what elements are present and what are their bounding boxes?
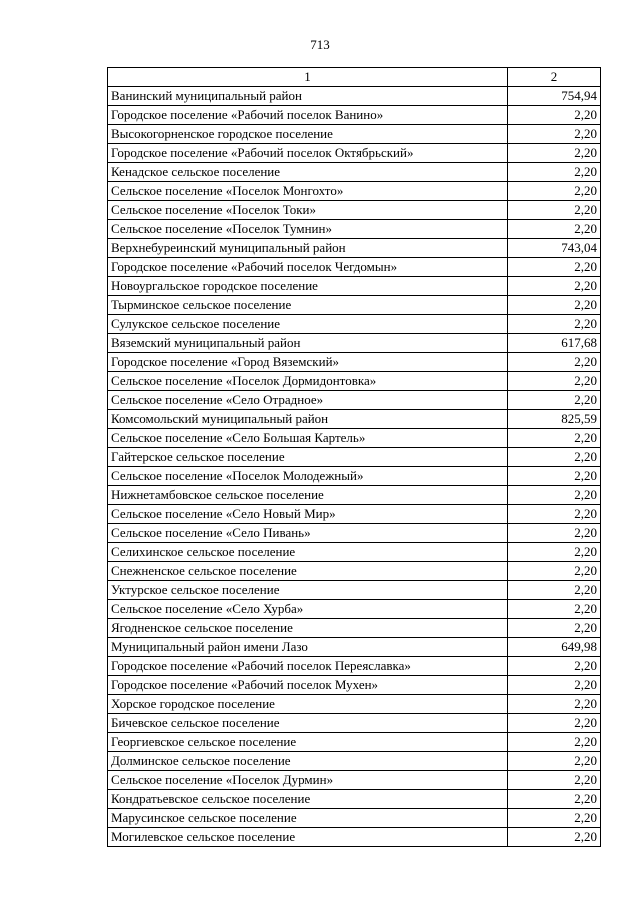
territory-name-cell: Сельское поселение «Село Большая Картель» bbox=[108, 429, 508, 448]
value-cell: 2,20 bbox=[508, 467, 601, 486]
territory-name-cell: Сельское поселение «Поселок Дурмин» bbox=[108, 771, 508, 790]
value-cell: 2,20 bbox=[508, 600, 601, 619]
table-row bbox=[108, 733, 601, 752]
territory-name-cell: Кенадское сельское поселение bbox=[108, 163, 508, 182]
table-row bbox=[108, 657, 601, 676]
table-row bbox=[108, 581, 601, 600]
table-row bbox=[108, 220, 601, 239]
table-row bbox=[108, 771, 601, 790]
value-cell: 2,20 bbox=[508, 809, 601, 828]
territory-name-cell: Хорское городское поселение bbox=[108, 695, 508, 714]
value-cell: 2,20 bbox=[508, 448, 601, 467]
table-row bbox=[108, 676, 601, 695]
value-cell: 2,20 bbox=[508, 315, 601, 334]
territory-name-cell: Ягодненское сельское поселение bbox=[108, 619, 508, 638]
territory-name-cell: Сельское поселение «Село Хурба» bbox=[108, 600, 508, 619]
table-row bbox=[108, 87, 601, 106]
territory-name-cell: Гайтерское сельское поселение bbox=[108, 448, 508, 467]
value-cell: 2,20 bbox=[508, 486, 601, 505]
table-row bbox=[108, 239, 601, 258]
territory-name-cell: Сельское поселение «Село Новый Мир» bbox=[108, 505, 508, 524]
territory-name-cell: Сельское поселение «Село Отрадное» bbox=[108, 391, 508, 410]
table-row bbox=[108, 258, 601, 277]
value-cell: 2,20 bbox=[508, 353, 601, 372]
territory-name-cell: Марусинское сельское поселение bbox=[108, 809, 508, 828]
value-cell: 2,20 bbox=[508, 220, 601, 239]
territory-name-cell: Высокогорненское городское поселение bbox=[108, 125, 508, 144]
value-cell: 2,20 bbox=[508, 201, 601, 220]
table-row bbox=[108, 562, 601, 581]
table-row bbox=[108, 410, 601, 429]
table-row bbox=[108, 619, 601, 638]
table-row bbox=[108, 524, 601, 543]
table-row bbox=[108, 505, 601, 524]
territory-name-cell: Сельское поселение «Поселок Монгохто» bbox=[108, 182, 508, 201]
value-cell: 2,20 bbox=[508, 695, 601, 714]
territory-name-cell: Могилевское сельское поселение bbox=[108, 828, 508, 847]
value-cell: 2,20 bbox=[508, 543, 601, 562]
value-cell: 2,20 bbox=[508, 258, 601, 277]
territory-name-cell: Городское поселение «Рабочий поселок Октябрьский» bbox=[108, 144, 508, 163]
value-cell: 2,20 bbox=[508, 163, 601, 182]
territory-name-cell: Сельское поселение «Поселок Молодежный» bbox=[108, 467, 508, 486]
value-cell: 2,20 bbox=[508, 676, 601, 695]
value-cell: 2,20 bbox=[508, 391, 601, 410]
value-cell: 2,20 bbox=[508, 524, 601, 543]
value-cell: 743,04 bbox=[508, 239, 601, 258]
value-cell: 2,20 bbox=[508, 372, 601, 391]
table-row bbox=[108, 429, 601, 448]
table-row bbox=[108, 638, 601, 657]
value-cell: 2,20 bbox=[508, 828, 601, 847]
table-row bbox=[108, 809, 601, 828]
value-cell: 754,94 bbox=[508, 87, 601, 106]
column-header-2: 2 bbox=[508, 68, 601, 87]
table-row bbox=[108, 467, 601, 486]
table-row bbox=[108, 277, 601, 296]
table-row bbox=[108, 790, 601, 809]
table-row bbox=[108, 315, 601, 334]
territory-name-cell: Уктурское сельское поселение bbox=[108, 581, 508, 600]
table-row bbox=[108, 163, 601, 182]
table-row bbox=[108, 543, 601, 562]
value-cell: 825,59 bbox=[508, 410, 601, 429]
territory-name-cell: Бичевское сельское поселение bbox=[108, 714, 508, 733]
territory-name-cell: Городское поселение «Рабочий поселок Мухен» bbox=[108, 676, 508, 695]
territory-name-cell: Снежненское сельское поселение bbox=[108, 562, 508, 581]
value-cell: 2,20 bbox=[508, 619, 601, 638]
value-cell: 2,20 bbox=[508, 277, 601, 296]
column-header-1: 1 bbox=[108, 68, 508, 87]
table-row bbox=[108, 695, 601, 714]
table-row bbox=[108, 144, 601, 163]
territory-name-cell: Сельское поселение «Поселок Токи» bbox=[108, 201, 508, 220]
table-row bbox=[108, 391, 601, 410]
table-row bbox=[108, 201, 601, 220]
territory-name-cell: Селихинское сельское поселение bbox=[108, 543, 508, 562]
table-row bbox=[108, 372, 601, 391]
territory-name-cell: Нижнетамбовское сельское поселение bbox=[108, 486, 508, 505]
table-row bbox=[108, 334, 601, 353]
territory-name-cell: Городское поселение «Город Вяземский» bbox=[108, 353, 508, 372]
allocation-table bbox=[107, 67, 601, 847]
territory-name-cell: Вяземский муниципальный район bbox=[108, 334, 508, 353]
territory-name-cell: Городское поселение «Рабочий поселок Переяславка» bbox=[108, 657, 508, 676]
table-row bbox=[108, 714, 601, 733]
territory-name-cell: Ванинский муниципальный район bbox=[108, 87, 508, 106]
value-cell: 2,20 bbox=[508, 429, 601, 448]
value-cell: 2,20 bbox=[508, 771, 601, 790]
territory-name-cell: Долминское сельское поселение bbox=[108, 752, 508, 771]
table-row bbox=[108, 752, 601, 771]
territory-name-cell: Кондратьевское сельское поселение bbox=[108, 790, 508, 809]
territory-name-cell: Новоургальское городское поселение bbox=[108, 277, 508, 296]
value-cell: 2,20 bbox=[508, 106, 601, 125]
table-row bbox=[108, 296, 601, 315]
value-cell: 2,20 bbox=[508, 562, 601, 581]
territory-name-cell: Верхнебуреинский муниципальный район bbox=[108, 239, 508, 258]
territory-name-cell: Комсомольский муниципальный район bbox=[108, 410, 508, 429]
value-cell: 2,20 bbox=[508, 790, 601, 809]
value-cell: 617,68 bbox=[508, 334, 601, 353]
page-number: 713 bbox=[310, 37, 330, 52]
table-row bbox=[108, 448, 601, 467]
value-cell: 649,98 bbox=[508, 638, 601, 657]
territory-name-cell: Городское поселение «Рабочий поселок Ванино» bbox=[108, 106, 508, 125]
value-cell: 2,20 bbox=[508, 144, 601, 163]
value-cell: 2,20 bbox=[508, 581, 601, 600]
value-cell: 2,20 bbox=[508, 296, 601, 315]
value-cell: 2,20 bbox=[508, 714, 601, 733]
table-row bbox=[108, 486, 601, 505]
value-cell: 2,20 bbox=[508, 733, 601, 752]
value-cell: 2,20 bbox=[508, 657, 601, 676]
territory-name-cell: Сельское поселение «Село Пивань» bbox=[108, 524, 508, 543]
territory-name-cell: Георгиевское сельское поселение bbox=[108, 733, 508, 752]
table-row bbox=[108, 182, 601, 201]
table-row bbox=[108, 828, 601, 847]
table-body bbox=[108, 68, 601, 847]
territory-name-cell: Сулукское сельское поселение bbox=[108, 315, 508, 334]
table-row bbox=[108, 600, 601, 619]
table-row bbox=[108, 106, 601, 125]
territory-name-cell: Муниципальный район имени Лазо bbox=[108, 638, 508, 657]
territory-name-cell: Городское поселение «Рабочий поселок Чегдомын» bbox=[108, 258, 508, 277]
value-cell: 2,20 bbox=[508, 125, 601, 144]
table-row bbox=[108, 353, 601, 372]
territory-name-cell: Сельское поселение «Поселок Тумнин» bbox=[108, 220, 508, 239]
value-cell: 2,20 bbox=[508, 752, 601, 771]
territory-name-cell: Тырминское сельское поселение bbox=[108, 296, 508, 315]
table-row bbox=[108, 125, 601, 144]
value-cell: 2,20 bbox=[508, 182, 601, 201]
table-header-row bbox=[108, 68, 601, 87]
value-cell: 2,20 bbox=[508, 505, 601, 524]
territory-name-cell: Сельское поселение «Поселок Дормидонтовка» bbox=[108, 372, 508, 391]
